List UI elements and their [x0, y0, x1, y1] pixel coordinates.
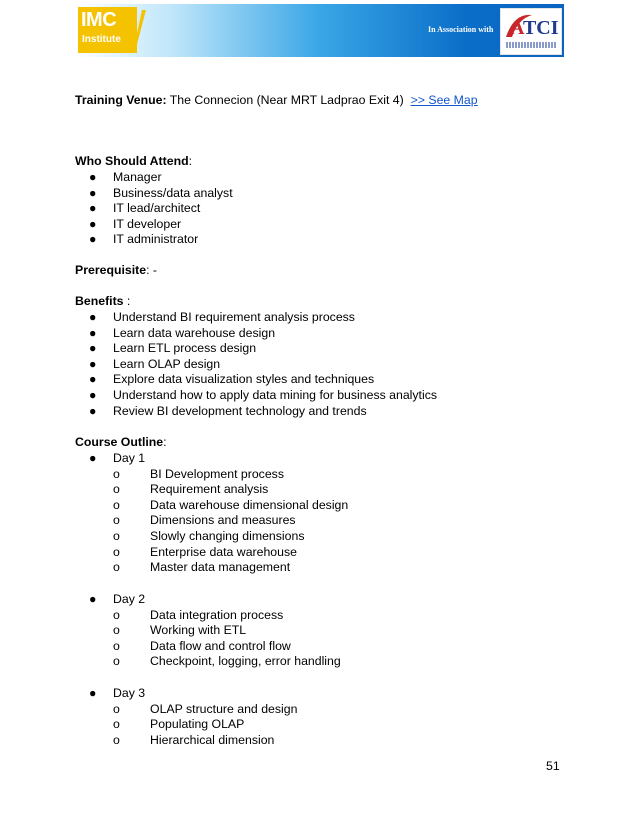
outline-suffix: : [163, 435, 167, 449]
list-item: Manager [113, 170, 162, 184]
list-item: Checkpoint, logging, error handling [150, 654, 341, 669]
bullet-marker: ● [89, 341, 97, 356]
bullet-marker: ● [89, 686, 97, 700]
audience-label: Who Should Attend [75, 154, 189, 168]
list-item: Master data management [150, 560, 291, 575]
sub-bullet-marker: o [113, 529, 120, 543]
list-item: Learn OLAP design [113, 356, 221, 371]
imc-logo-subtext: Institute [82, 34, 121, 45]
imc-logo [78, 7, 137, 53]
sub-bullet-marker: o [113, 701, 120, 716]
outline-heading [75, 435, 167, 450]
list-item: Slowly changing dimensions [150, 529, 305, 543]
sub-bullet-marker: o [113, 513, 120, 528]
bullet-marker: ● [89, 216, 97, 231]
list-item: IT developer [113, 216, 182, 231]
prerequisite-line [75, 263, 157, 278]
sub-bullet-marker: o [113, 732, 120, 747]
atci-logo-fineprint [506, 42, 556, 48]
list-item: Data flow and control flow [150, 638, 291, 653]
imc-logo-text: IMC [81, 9, 117, 31]
list-item: Enterprise data warehouse [150, 544, 297, 559]
bullet-marker: ● [89, 232, 97, 247]
atci-logo-rest: TCI [522, 17, 559, 39]
sub-bullet-marker: o [113, 544, 120, 559]
list-item: Learn data warehouse design [113, 325, 276, 340]
list-item: Requirement analysis [150, 482, 269, 497]
sub-bullet-marker: o [113, 497, 120, 512]
list-item: Dimensions and measures [150, 513, 296, 528]
venue-text: The Connecion (Near MRT Ladprao Exit 4) [166, 93, 404, 107]
see-map-link[interactable]: >> See Map [410, 93, 478, 107]
prerequisite-text: : - [146, 263, 158, 277]
list-item: Learn ETL process design [113, 341, 257, 356]
list-item: Understand BI requirement analysis process [113, 310, 355, 324]
list-item: Review BI development technology and trends [113, 403, 367, 418]
bullet-marker: ● [89, 592, 97, 606]
sub-bullet-marker: o [113, 623, 120, 638]
list-item: Hierarchical dimension [150, 732, 275, 747]
bullet-marker: ● [89, 310, 97, 324]
day-title: Day 2 [113, 592, 146, 606]
bullet-marker: ● [89, 388, 97, 402]
sub-bullet-marker: o [113, 717, 120, 732]
atci-logo-text [510, 17, 559, 40]
bullet-marker: ● [89, 185, 97, 200]
sub-bullet-marker: o [113, 654, 120, 669]
list-item: Business/data analyst [113, 185, 233, 200]
list-item: Understand how to apply data mining for business analytics [113, 388, 438, 402]
list-item: IT lead/architect [113, 201, 201, 216]
association-text: In Association with [428, 25, 494, 34]
day-title: Day 3 [113, 686, 146, 700]
venue-line [75, 93, 478, 108]
list-item: Data integration process [150, 607, 284, 622]
audience-suffix: : [188, 154, 193, 168]
day-title: Day 1 [113, 451, 146, 465]
bullet-marker: ● [89, 356, 97, 371]
list-item: Working with ETL [150, 623, 247, 638]
atci-logo [500, 8, 562, 55]
atci-logo-letter: A [510, 17, 523, 39]
benefits-suffix: : [123, 294, 131, 308]
sub-bullet-marker: o [113, 638, 120, 653]
page-number: 51 [546, 759, 560, 773]
bullet-marker: ● [89, 325, 97, 340]
audience-heading [75, 154, 192, 169]
imc-checkmark-icon [130, 8, 146, 52]
benefits-label: Benefits [75, 294, 124, 308]
list-item: Explore data visualization styles and techniques [113, 372, 375, 387]
bullet-marker: ● [89, 372, 97, 387]
list-item: Data warehouse dimensional design [150, 497, 349, 512]
list-item: OLAP structure and design [150, 701, 298, 716]
outline-label: Course Outline [75, 435, 164, 449]
list-item: Populating OLAP [150, 717, 245, 732]
venue-label: Training Venue: [75, 93, 167, 107]
bullet-marker: ● [89, 451, 97, 465]
sub-bullet-marker: o [113, 607, 120, 622]
sub-bullet-marker: o [113, 482, 120, 497]
bullet-marker: ● [89, 201, 97, 216]
bullet-marker: ● [89, 403, 97, 418]
bullet-marker: ● [89, 170, 97, 184]
list-item: IT administrator [113, 232, 199, 247]
prerequisite-label: Prerequisite [75, 263, 147, 277]
sub-bullet-marker: o [113, 466, 120, 481]
sub-bullet-marker: o [113, 560, 120, 575]
benefits-heading [75, 294, 130, 309]
list-item: BI Development process [150, 466, 284, 481]
header-banner [74, 4, 564, 57]
